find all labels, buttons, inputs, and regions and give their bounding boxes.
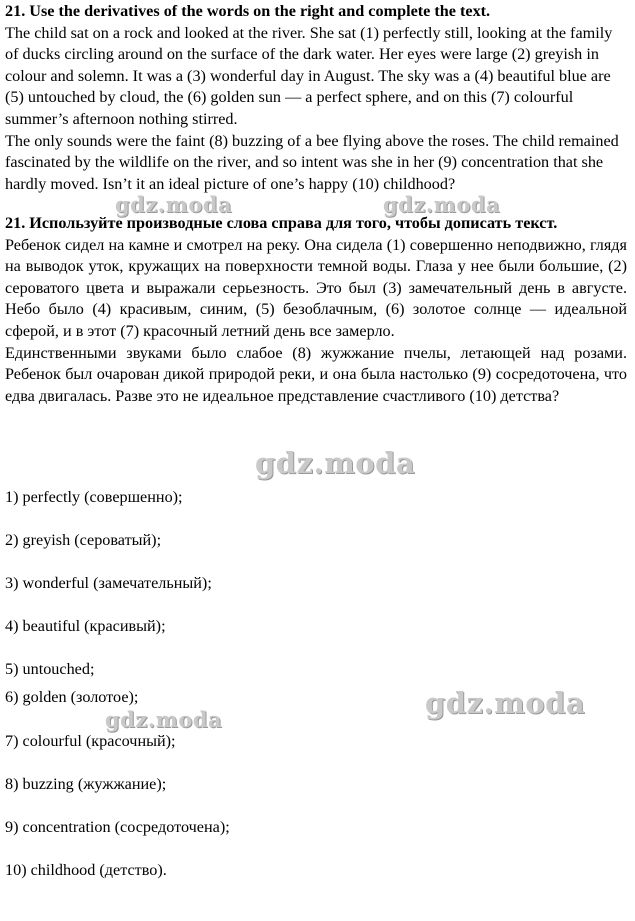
english-paragraph-1: The child sat on a rock and looked at the river. She sat (1) perfectly still, looking at the family of ducks circling around on the surface of the dark water. Her eyes were large (2) greyish in colour and solemn. It was a (3) wonderful day in August. The sky was a (4) beautiful blue are (5) untouched by cloud, the (6) golden sun — a perfect sphere, and on this (7) colourful summer’s afternoon nothing stirred.	[5, 23, 613, 128]
watermark-logo: gdz.moda	[255, 446, 416, 480]
russian-exercise-heading: 21. Используйте производные слова справа для того, чтобы дописать текст.	[5, 214, 558, 232]
answer-item-6: 6) golden (золотое);	[5, 688, 139, 706]
answer-item-9: 9) concentration (сосредоточена);	[5, 818, 230, 836]
answer-item-10: 10) childhood (детство).	[5, 861, 167, 879]
answer-item-8: 8) buzzing (жужжание);	[5, 775, 167, 793]
answer-item-1: 1) perfectly (совершенно);	[5, 488, 183, 506]
russian-paragraph-2: Единственными звуками было слабое (8) жужжание пчелы, летающей над розами. Ребенок был очарован дикой природой реки, и она была настолько (9) сосредоточена, что едва двигалась. Разве это не идеальное представление счастливого (10) детства?	[5, 343, 627, 405]
watermark-logo: gdz.moda	[425, 686, 586, 720]
answer-item-3: 3) wonderful (замечательный);	[5, 574, 212, 592]
watermark-logo: gdz.moda	[115, 192, 233, 217]
watermark-logo: gdz.moda	[105, 707, 223, 732]
russian-exercise	[5, 213, 627, 407]
answer-item-4: 4) beautiful (красивый);	[5, 617, 166, 635]
answer-item-5: 5) untouched;	[5, 660, 95, 678]
english-exercise	[5, 1, 627, 195]
answer-item-7: 7) colourful (красочный);	[5, 732, 176, 750]
answer-item-2: 2) greyish (сероватый);	[5, 531, 162, 549]
watermark-logo: gdz.moda	[383, 192, 501, 217]
english-exercise-heading: 21. Use the derivatives of the words on the right and complete the text.	[5, 2, 491, 20]
russian-paragraph-1: Ребенок сидел на камне и смотрел на реку. Она сидела (1) совершенно неподвижно, глядя на выводок уток, кружащих на поверхности темной воды. Глаза у нее были большие, (2) сероватого цвета и выражали серьезность. Это был (3) замечательный день в августе. Небо было (4) красивым, синим, (5) безоблачным, (6) золотое солнце — идеальной сферой, и в этот (7) красочный летний день все замерло.	[5, 235, 627, 340]
english-paragraph-2: The only sounds were the faint (8) buzzing of a bee flying above the roses. The child remained fascinated by the wildlife on the river, and so intent was she in her (9) concentration that she hardly moved. Isn’t it an ideal picture of one’s happy (10) childhood?	[5, 131, 619, 193]
